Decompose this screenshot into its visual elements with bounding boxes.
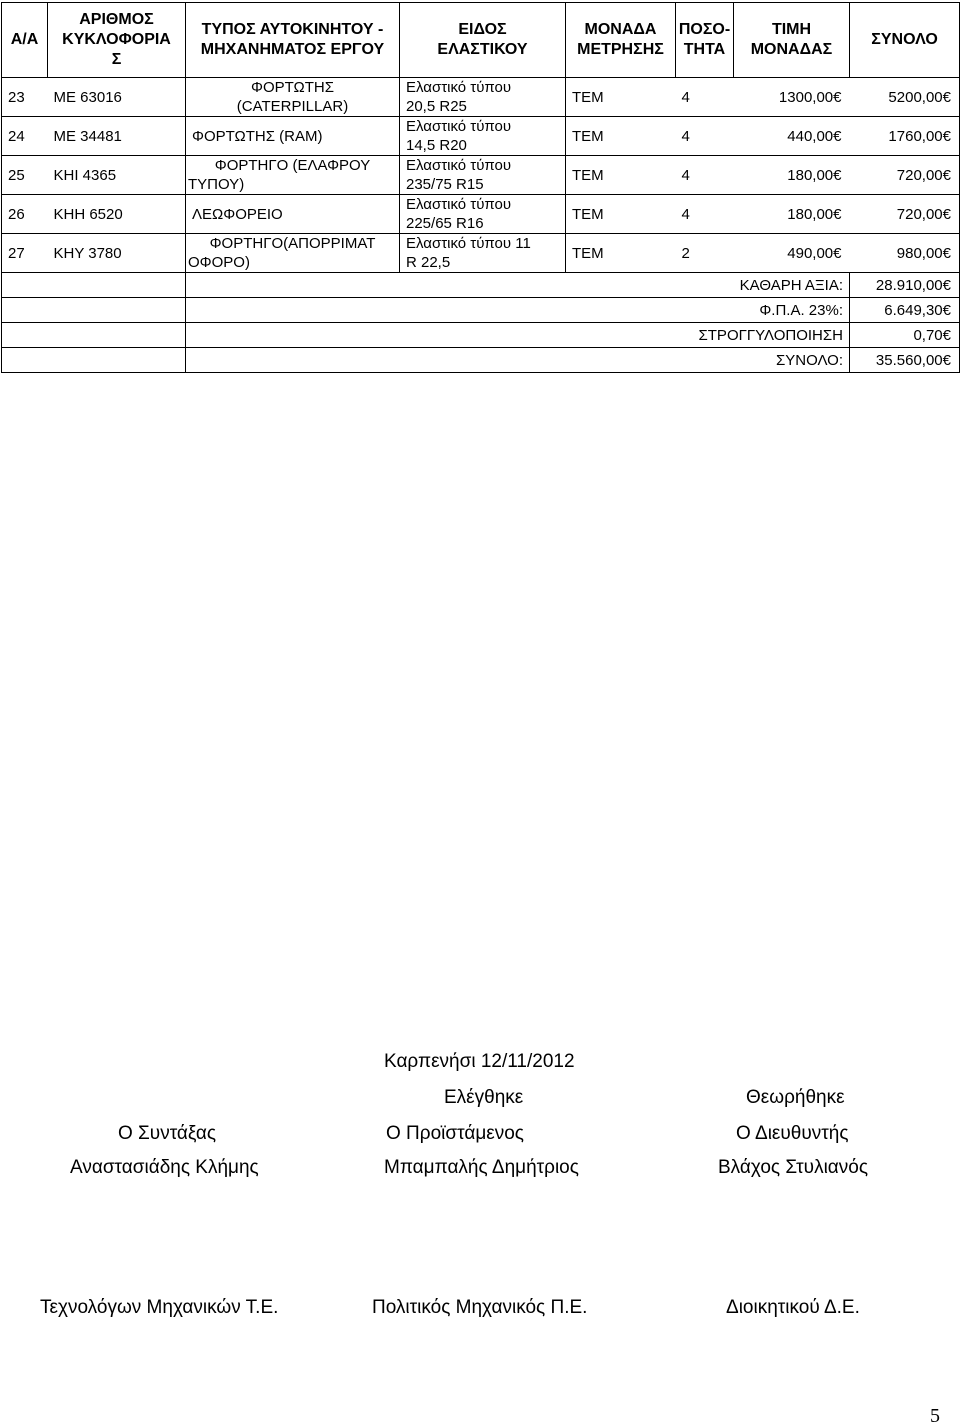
cell-aa: 25 [2, 156, 48, 195]
euro-icon: € [833, 166, 842, 184]
author-title: Τεχνολόγων Μηχανικών Τ.Ε. [40, 1297, 279, 1318]
cell-vehicle: ΛΕΩΦΟΡΕΙΟ [186, 195, 400, 234]
summary-label: ΣΤΡΟΓΓΥΛΟΠΟΙΗΣΗ [566, 323, 850, 348]
cell-plate: ΚΗΥ 3780 [48, 234, 186, 273]
euro-icon: € [942, 244, 951, 262]
cell-tire: Ελαστικό τύπου 20,5 R25 [400, 78, 566, 117]
cell-qty: 4 [676, 78, 734, 117]
place-date: Καρπενήσι 12/11/2012 [384, 1051, 575, 1072]
summary-row-net [2, 273, 960, 298]
cell-tire: Ελαστικό τύπου 225/65 R16 [400, 195, 566, 234]
summary-blank [186, 323, 566, 348]
cell-price: 1300,00€ [734, 78, 850, 117]
summary-row-vat [2, 298, 960, 323]
page-number: 5 [930, 1405, 940, 1427]
cell-vehicle: ΦΟΡΤΗΓΟ (ΕΛΑΦΡΟΥ ΤΥΠΟΥ) [186, 156, 400, 195]
tires-table [1, 2, 960, 373]
cell-plate: ΚΗΗ 6520 [48, 195, 186, 234]
cell-total: 1760,00€ [850, 117, 960, 156]
summary-blank [186, 348, 676, 373]
cell-aa: 23 [2, 78, 48, 117]
approved-label: Θεωρήθηκε [746, 1087, 845, 1108]
cell-price: 490,00€ [734, 234, 850, 273]
cell-total: 720,00€ [850, 195, 960, 234]
summary-value: 6.649,30€ [850, 298, 960, 323]
summary-label: Φ.Π.Α. 23%: [676, 298, 850, 323]
header-qty: ΠΟΣΟ- ΤΗΤΑ [676, 3, 734, 78]
euro-icon: € [942, 127, 951, 145]
header-vehicle: ΤΥΠΟΣ ΑΥΤΟΚΙΝΗΤΟΥ - ΜΗΧΑΝΗΜΑΤΟΣ ΕΡΓΟΥ [186, 3, 400, 78]
euro-icon: € [942, 166, 951, 184]
header-total: ΣΥΝΟΛΟ [850, 3, 960, 78]
cell-tire: Ελαστικό τύπου 235/75 R15 [400, 156, 566, 195]
checked-label: Ελέγθηκε [444, 1087, 524, 1108]
director-role: Ο Διευθυντής [736, 1123, 849, 1144]
table-row [2, 117, 960, 156]
director-title: Διοικητικού Δ.Ε. [726, 1297, 860, 1318]
summary-blank [2, 273, 186, 298]
head-title: Πολιτικός Μηχανικός Π.Ε. [372, 1297, 588, 1318]
header-row [2, 3, 960, 78]
header-tire: ΕΙΔΟΣ ΕΛΑΣΤΙΚΟΥ [400, 3, 566, 78]
cell-unit: ΤΕΜ [566, 195, 676, 234]
cell-plate: ΚΗΙ 4365 [48, 156, 186, 195]
euro-icon: € [942, 205, 951, 223]
header-unit: ΜΟΝΑΔΑ ΜΕΤΡΗΣΗΣ [566, 3, 676, 78]
cell-unit: ΤΕΜ [566, 234, 676, 273]
table-row [2, 156, 960, 195]
header-price: ΤΙΜΗ ΜΟΝΑΔΑΣ [734, 3, 850, 78]
euro-icon: € [942, 301, 951, 319]
cell-tire: Ελαστικό τύπου 14,5 R20 [400, 117, 566, 156]
cell-vehicle: ΦΟΡΤΩΤΗΣ (CATERPILLAR) [186, 78, 400, 117]
head-role: Ο Προϊστάμενος [386, 1123, 524, 1144]
cell-unit: ΤΕΜ [566, 78, 676, 117]
cell-qty: 4 [676, 117, 734, 156]
euro-icon: € [942, 88, 951, 106]
author-name: Αναστασιάδης Κλήμης [70, 1157, 259, 1178]
summary-value: 35.560,00€ [850, 348, 960, 373]
cell-plate: ΜΕ 63016 [48, 78, 186, 117]
cell-plate: ΜΕ 34481 [48, 117, 186, 156]
summary-row-total [2, 348, 960, 373]
euro-icon: € [942, 276, 951, 294]
euro-icon: € [833, 244, 842, 262]
cell-total: 720,00€ [850, 156, 960, 195]
summary-row-rounding [2, 323, 960, 348]
table-row [2, 234, 960, 273]
cell-qty: 4 [676, 156, 734, 195]
cell-total: 5200,00€ [850, 78, 960, 117]
table-row [2, 78, 960, 117]
cell-price: 180,00€ [734, 195, 850, 234]
cell-tire: Ελαστικό τύπου 11 R 22,5 [400, 234, 566, 273]
summary-blank [186, 273, 676, 298]
euro-icon: € [833, 205, 842, 223]
summary-blank [2, 298, 186, 323]
cell-total: 980,00€ [850, 234, 960, 273]
summary-label: ΚΑΘΑΡΗ ΑΞΙΑ: [676, 273, 850, 298]
cell-vehicle: ΦΟΡΤΗΓΟ(ΑΠΟΡΡΙΜΑΤ ΟΦΟΡΟ) [186, 234, 400, 273]
euro-icon: € [833, 88, 842, 106]
header-aa: Α/Α [2, 3, 48, 78]
head-name: Μπαμπαλής Δημήτριος [384, 1157, 579, 1178]
summary-blank [186, 298, 676, 323]
director-name: Βλάχος Στυλιανός [718, 1157, 868, 1178]
euro-icon: € [942, 326, 951, 344]
cell-vehicle: ΦΟΡΤΩΤΗΣ (RAM) [186, 117, 400, 156]
summary-blank [2, 323, 186, 348]
table-row [2, 195, 960, 234]
author-role: Ο Συντάξας [118, 1123, 217, 1144]
cell-price: 440,00€ [734, 117, 850, 156]
summary-blank [2, 348, 186, 373]
summary-value: 28.910,00€ [850, 273, 960, 298]
cell-aa: 27 [2, 234, 48, 273]
euro-icon: € [833, 127, 842, 145]
cell-price: 180,00€ [734, 156, 850, 195]
cell-aa: 26 [2, 195, 48, 234]
cell-aa: 24 [2, 117, 48, 156]
summary-value: 0,70€ [850, 323, 960, 348]
header-plate: ΑΡΙΘΜΟΣ ΚΥΚΛΟΦΟΡΙΑ Σ [48, 3, 186, 78]
euro-icon: € [942, 351, 951, 369]
cell-unit: ΤΕΜ [566, 117, 676, 156]
cell-qty: 4 [676, 195, 734, 234]
cell-qty: 2 [676, 234, 734, 273]
cell-unit: ΤΕΜ [566, 156, 676, 195]
summary-label: ΣΥΝΟΛΟ: [676, 348, 850, 373]
